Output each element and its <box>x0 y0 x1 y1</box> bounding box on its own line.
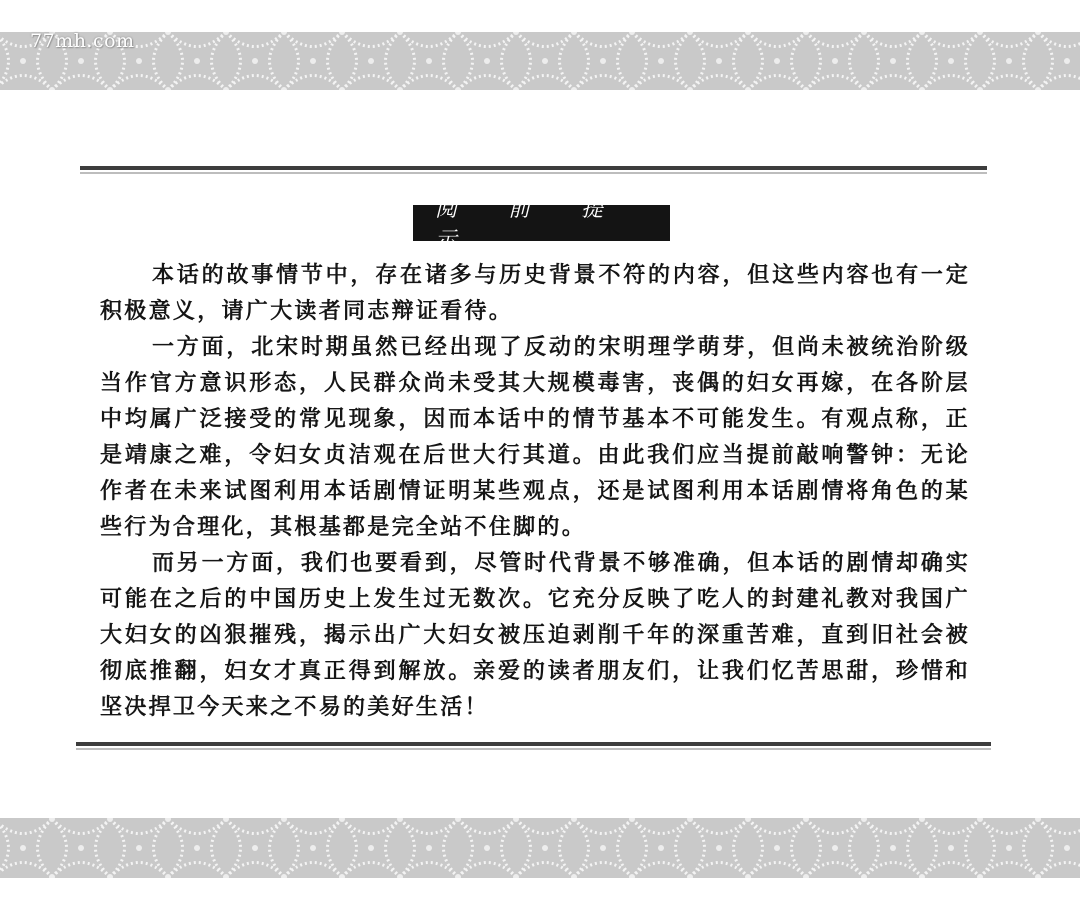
floral-pattern <box>0 32 1080 90</box>
top-divider <box>80 166 987 170</box>
paragraph-2: 一方面，北宋时期虽然已经出现了反动的宋明理学萌芽，但尚未被统治阶级当作官方意识形态，人民群众尚未受其大规模毒害，丧偶的妇女再嫁，在各阶层中均属广泛接受的常见现象，因而本话中的情节基本不可能发生。有观点称，正是靖康之难，令妇女贞洁观在后世大行其道。由此我们应当提前敲响警钟：无论作者在未来试图利用本话剧情证明某些观点，还是试图利用本话剧情将角色的某些行为合理化，其根基都是完全站不住脚的。 <box>100 334 970 540</box>
notice-body <box>100 257 970 725</box>
paragraph-1: 本话的故事情节中，存在诸多与历史背景不符的内容，但这些内容也有一定积极意义，请广大读者同志辩证看待。 <box>100 262 970 324</box>
notice-title: 阅 前 提 示 <box>413 205 670 241</box>
decorative-pattern-band-top <box>0 32 1080 90</box>
bottom-divider <box>76 742 991 746</box>
floral-pattern <box>0 818 1080 878</box>
paragraph-3: 而另一方面，我们也要看到，尽管时代背景不够准确，但本话的剧情却确实可能在之后的中国历史上发生过无数次。它充分反映了吃人的封建礼教对我国广大妇女的凶狠摧残，揭示出广大妇女被压迫剥削千年的深重苦难，直到旧社会被彻底推翻，妇女才真正得到解放。亲爱的读者朋友们，让我们忆苦思甜，珍惜和坚决捍卫今天来之不易的美好生活！ <box>100 550 970 720</box>
site-watermark: 77mh.com <box>30 30 135 52</box>
decorative-pattern-band-bottom <box>0 818 1080 878</box>
